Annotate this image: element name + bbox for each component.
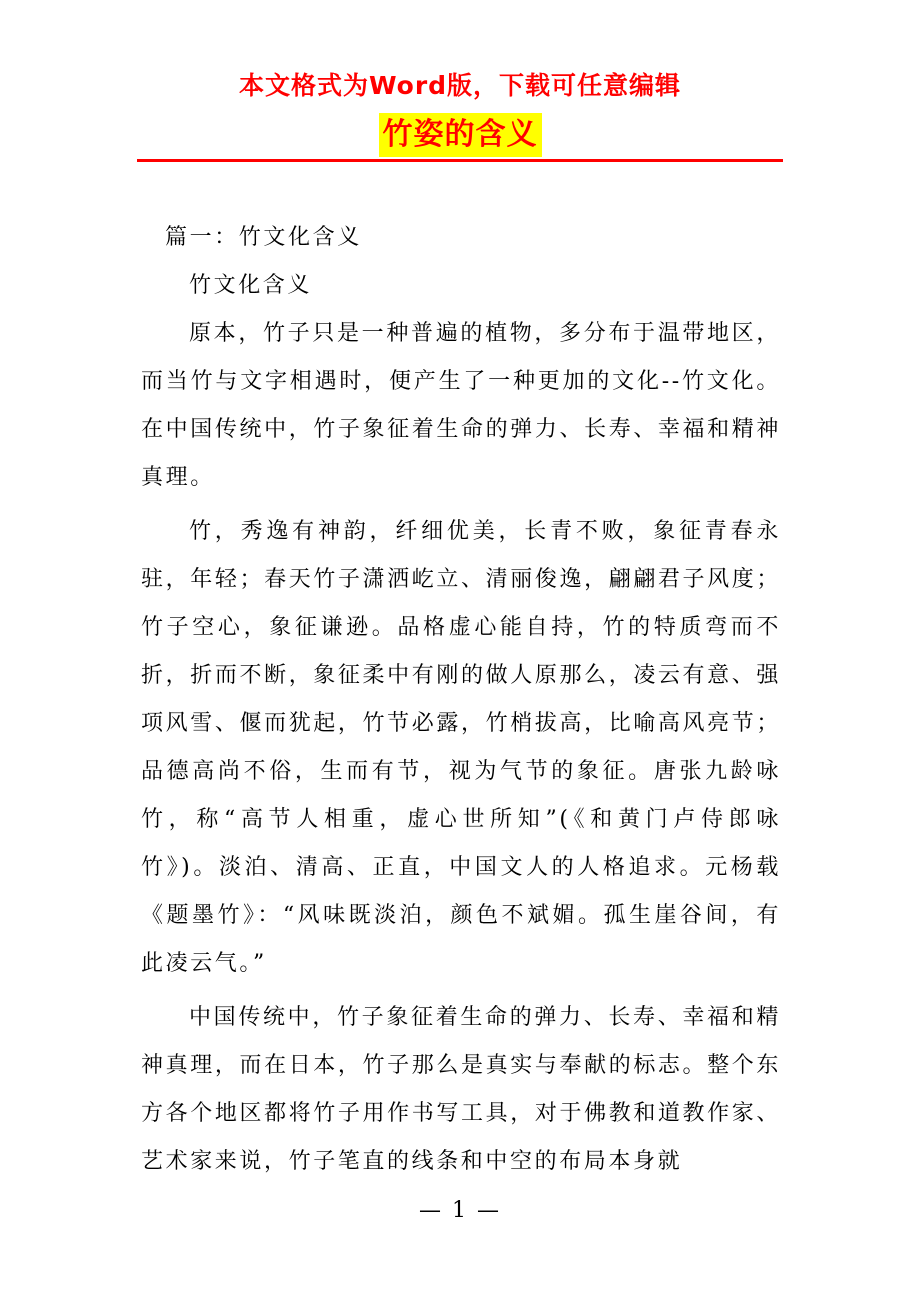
- document-body: [141, 214, 781, 1186]
- subheading: 竹文化含义: [189, 273, 313, 298]
- document-title: 竹姿的含义: [379, 113, 542, 157]
- header-divider: [137, 159, 783, 162]
- page-number: — 1 —: [419, 1198, 501, 1223]
- format-notice: 本文格式为Word版，下载可任意编辑: [238, 71, 682, 100]
- section-heading: 篇一：竹文化含义: [165, 225, 362, 250]
- paragraph-2: 竹，秀逸有神韵，纤细优美，长青不败，象征青春永驻，年轻；春天竹子潇洒屹立、清丽俊逸，翩翩君子风度；竹子空心，象征谦逊。品格虚心能自持，竹的特质弯而不折，折而不断，象征柔中有刚的做人原那么，凌云有意、强项风雪、偃而犹起，竹节必露，竹梢拔高，比喻高风亮节；品德高尚不俗，生而有节，视为气节的象征。唐张九龄咏竹，称“高节人相重，虚心世所知”(《和黄门卢侍郎咏竹》)。淡泊、清高、正直，中国文人的人格追求。元杨载《题墨竹》：“风味既淡泊，颜色不斌媚。孤生崖谷间，有此凌云气。”: [141, 519, 781, 976]
- title-container: [0, 113, 920, 157]
- paragraph-3: 中国传统中，竹子象征着生命的弹力、长寿、幸福和精神真理，而在日本，竹子那么是真实与奉献的标志。整个东方各个地区都将竹子用作书写工具，对于佛教和道教作家、艺术家来说，竹子笔直的线条和中空的布局本身就: [141, 1005, 781, 1174]
- paragraph-1: 原本，竹子只是一种普遍的植物，多分布于温带地区，而当竹与文字相遇时，便产生了一种更加的文化--竹文化。在中国传统中，竹子象征着生命的弹力、长寿、幸福和精神真理。: [141, 321, 781, 490]
